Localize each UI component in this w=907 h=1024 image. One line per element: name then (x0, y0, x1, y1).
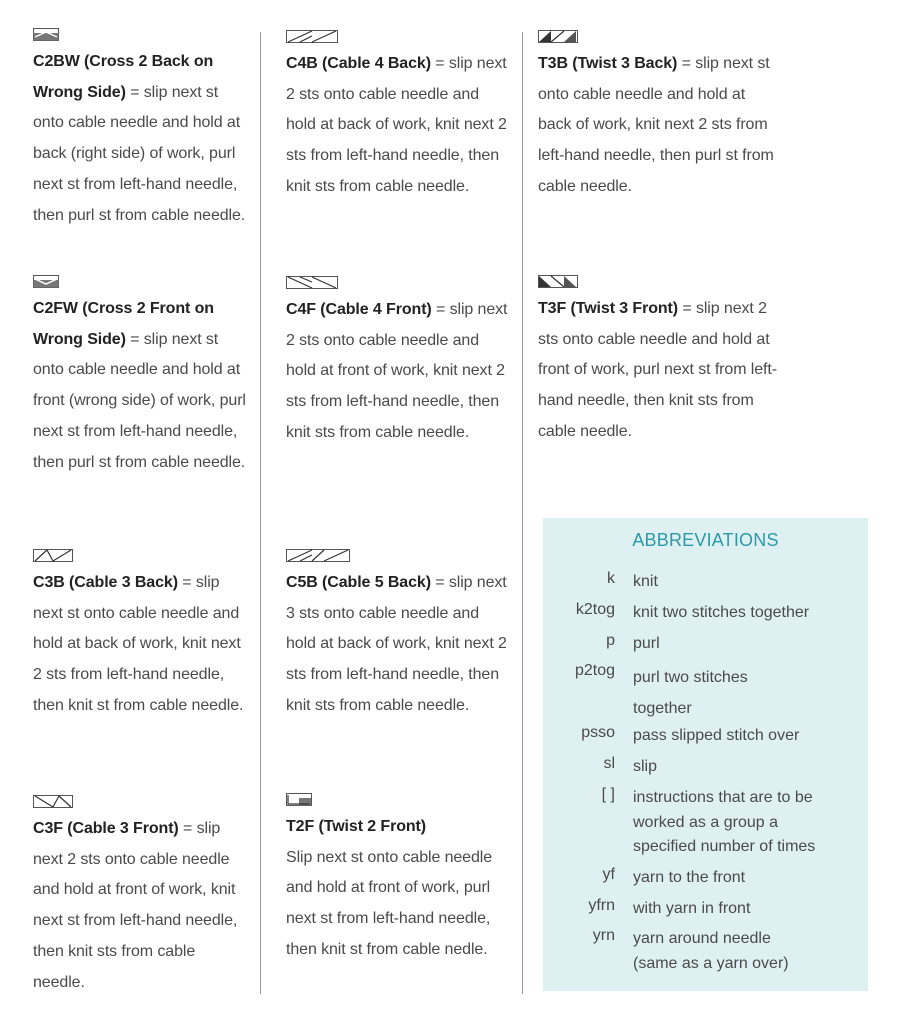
entry-text: = slip next st onto cable needle and hold at back of work, knit next 2 sts from left-hand needle, then purl st from cable needle. (538, 55, 774, 195)
entry-title: T3B (Twist 3 Back) (538, 55, 678, 72)
entry-title: C2FW (Cross 2 Front on Wrong Side) (33, 300, 214, 348)
entry-title: C5B (Cable 5 Back) (286, 574, 431, 591)
entry-title: C3F (Cable 3 Front) (33, 820, 179, 837)
entry-text: = slip next st onto cable needle and hold at back (right side) of work, purl next st from left-hand needle, then purl st from cable needle. (33, 83, 246, 224)
c4b-chart-symbol (286, 30, 511, 43)
abbreviation-meaning: knit (633, 573, 658, 590)
stitch-entry-c2fw (33, 275, 248, 478)
abbreviation-term: p (606, 632, 615, 649)
t3b-chart-symbol (538, 30, 778, 43)
abbreviation-meaning: pass slipped stitch over (633, 727, 800, 744)
stitch-entry-c5b (286, 549, 511, 722)
c2fw-chart-symbol (33, 275, 248, 288)
stitch-entry-t3f (538, 275, 778, 448)
abbreviations-box (543, 518, 868, 991)
c2bw-chart-symbol (33, 28, 248, 41)
entry-title: T2F (Twist 2 Front) (286, 818, 427, 835)
entry-title: C4B (Cable 4 Back) (286, 55, 431, 72)
stitch-entry-c4f (286, 276, 511, 449)
abbreviation-meaning: yarn around needle (same as a yarn over) (633, 930, 789, 972)
abbreviation-term: yf (602, 866, 615, 883)
stitch-entry-t2f (286, 793, 511, 966)
stitch-entry-c3b (33, 549, 248, 722)
entry-text: = slip next 2 sts onto cable needle and hold at front of work, knit next st from left-hand needle, then knit sts from cable needle. (33, 820, 238, 991)
c4f-chart-symbol (286, 276, 511, 289)
abbreviations-title: ABBREVIATIONS (632, 530, 779, 550)
abbreviation-meaning: purl two stitches together (633, 669, 748, 717)
entry-title: C2BW (Cross 2 Back on Wrong Side) (33, 53, 214, 101)
abbreviation-term: k (607, 570, 615, 587)
stitch-entry-c2bw (33, 28, 248, 231)
entry-text: = slip next 3 sts onto cable needle and hold at back of work, knit next 2 sts from left-hand needle, then knit sts from cable needle. (286, 574, 507, 714)
stitch-entry-t3b (538, 30, 778, 203)
c3f-chart-symbol (33, 795, 248, 808)
entry-text: = slip next st onto cable needle and hold at front (wrong side) of work, purl next st from left-hand needle, then purl st from cable needle. (33, 330, 246, 471)
column-divider-right (522, 32, 523, 994)
entry-title: C4F (Cable 4 Front) (286, 301, 432, 318)
abbreviation-term: [ ] (601, 786, 615, 803)
entry-title: C3B (Cable 3 Back) (33, 574, 178, 591)
abbreviation-meaning: with yarn in front (633, 900, 751, 917)
abbreviation-term: psso (581, 724, 615, 741)
t2f-chart-symbol (286, 793, 511, 806)
abbreviation-term: k2tog (575, 601, 615, 618)
t3f-chart-symbol (538, 275, 778, 288)
abbreviation-meaning: instructions that are to be worked as a group a specified number of times (633, 789, 816, 855)
abbreviation-meaning: purl (633, 635, 660, 652)
entry-text: = slip next 2 sts onto cable needle and hold at front of work, knit next 2 sts from left-hand needle, then knit sts from cable needle. (286, 301, 508, 441)
entry-title: T3F (Twist 3 Front) (538, 300, 679, 317)
entry-text: = slip next 2 sts onto cable needle and hold at front of work, purl next st from left-hand needle, then knit sts from cable needle. (538, 300, 777, 440)
abbreviation-meaning: knit two stitches together (633, 604, 810, 621)
abbreviation-meaning: slip (633, 758, 658, 775)
abbreviation-meaning: yarn to the front (633, 869, 746, 886)
entry-text: = slip next st onto cable needle and hold at back of work, knit next 2 sts from left-hand needle, then knit st from cable needle. (33, 574, 244, 714)
entry-text: Slip next st onto cable needle and hold at front of work, purl next st from left-hand needle, then knit st from cable nedle. (286, 848, 493, 958)
c5b-chart-symbol (286, 549, 511, 562)
stitch-entry-c3f (33, 795, 248, 998)
entry-text: = slip next 2 sts onto cable needle and hold at back of work, knit next 2 sts from left-hand needle, then knit sts from cable needle. (286, 55, 507, 195)
c3b-chart-symbol (33, 549, 248, 562)
abbreviation-term: yfrn (588, 897, 615, 914)
column-divider-left (260, 32, 261, 994)
abbreviation-term: p2tog (574, 662, 615, 679)
abbreviation-term: yrn (592, 927, 615, 944)
abbreviation-term: sl (603, 755, 615, 772)
stitch-entry-c4b (286, 30, 511, 203)
